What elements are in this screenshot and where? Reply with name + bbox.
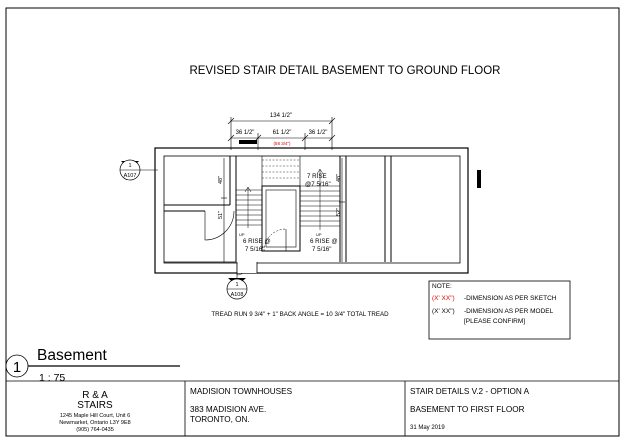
callout-a107-num: 1 [128, 163, 132, 169]
view-number: 1 [12, 359, 22, 376]
callout-a108-ref: A108 [230, 292, 244, 298]
drawing-title: REVISED STAIR DETAIL BASEMENT TO GROUND FLOOR [189, 65, 501, 77]
section-mark-top [239, 140, 257, 144]
note-right-upper-2: @7 5/16" [305, 181, 331, 188]
legend-row2-key: (X' XX") [432, 308, 455, 315]
section-mark-right [477, 170, 481, 188]
legend-row1-key: (X' XX") [432, 295, 455, 302]
company-name-2: STAIRS [77, 400, 113, 411]
note-right-upper-1: 7 RISE [307, 173, 327, 180]
sheet-title: STAIR DETAILS V.2 - OPTION A [410, 387, 530, 396]
note-right-lower-1: 6 RISE @ [310, 238, 338, 245]
note-right-lower-2: 7 5/16" [312, 246, 332, 253]
legend-row2-desc: -DIMENSION AS PER MODEL [464, 308, 554, 315]
project-address-1: 383 MADISION AVE. [190, 405, 267, 414]
company-address-1: 1245 Maple Hill Court, Unit 6 [59, 413, 131, 419]
dim-right-upper: 48" [336, 173, 342, 183]
dim-overall: 134 1/2" [269, 113, 293, 119]
company-address-2: Newmarket, Ontario L3Y 9E8 [59, 420, 131, 426]
note-left-lower-2: 7 5/16" [245, 246, 265, 253]
sheet-date: 31 May 2019 [410, 425, 445, 431]
tread-note: TREAD RUN 9 3/4" + 1" BACK ANGLE = 10 3/4" TOTAL TREAD [211, 311, 389, 318]
dim-right: 36 1/2" [308, 130, 328, 136]
dim-middle-red: (58 3/4") [273, 141, 291, 146]
project-name: MADISION TOWNHOUSES [190, 387, 293, 396]
company-name: R & A [82, 390, 108, 401]
dim-left-upper: 48" [218, 175, 224, 185]
note-left-lower-1: 6 RISE @ [243, 238, 271, 245]
dim-left: 36 1/2" [235, 130, 255, 136]
legend-title: NOTE: [432, 283, 452, 290]
callout-a108-num: 1 [235, 282, 239, 288]
legend-row2-desc2: [PLEASE CONFIRM] [464, 318, 526, 325]
floor-plan [155, 148, 468, 275]
view-name: Basement [37, 347, 107, 364]
view-scale: 1 : 75 [39, 372, 66, 384]
callout-a107-ref: A107 [123, 173, 137, 179]
dim-left-lower: 51" [218, 210, 224, 220]
company-phone: (905) 764-0435 [76, 427, 114, 433]
dim-middle: 61 1/2" [272, 130, 292, 136]
sheet-subtitle: BASEMENT TO FIRST FLOOR [410, 405, 525, 414]
dim-right-lower: 52" [336, 207, 342, 217]
legend-row1-desc: -DIMENSION AS PER SKETCH [464, 295, 557, 302]
note-up-left: UP [239, 232, 245, 237]
note-up-right: UP [316, 232, 322, 237]
project-address-2: TORONTO, ON. [190, 415, 250, 424]
